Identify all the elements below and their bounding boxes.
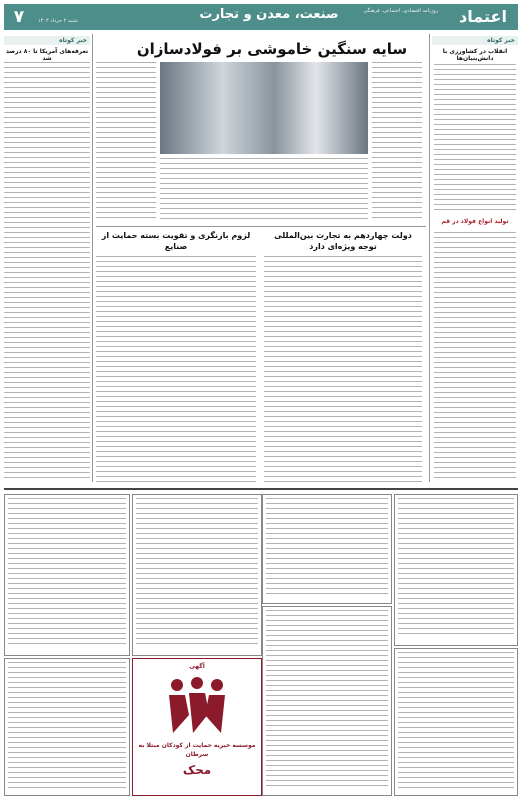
story3-body bbox=[96, 256, 256, 482]
left-news-body bbox=[4, 62, 90, 482]
horizontal-rule bbox=[96, 226, 426, 227]
charity-short-name: محک bbox=[182, 763, 212, 777]
newspaper-logo: اعتماد bbox=[459, 7, 507, 26]
right-news2-body bbox=[434, 232, 516, 482]
story2-body bbox=[264, 256, 422, 482]
header-tagline: روزنامه اقتصادی، اجتماعی، فرهنگی bbox=[363, 8, 438, 14]
charity-ad bbox=[132, 658, 262, 796]
legal-notice-1 bbox=[394, 494, 518, 646]
main-article-col1 bbox=[372, 62, 422, 222]
ad-label: آگهی bbox=[189, 663, 205, 670]
column-divider bbox=[429, 34, 430, 482]
ads-divider bbox=[4, 488, 518, 490]
left-news-title: تعرفه‌های آمریکا تا ۸۰ درصد شد bbox=[5, 48, 89, 62]
legal-notice-5 bbox=[262, 606, 392, 796]
right-news-body bbox=[434, 64, 516, 214]
charity-logo-icon bbox=[165, 675, 229, 735]
right-news2-title: تولید انواع فولاد در قم bbox=[441, 218, 509, 225]
main-article-col2 bbox=[160, 158, 368, 222]
right-news-title: انقلاب در کشاورزی با دانش‌بنیان‌ها bbox=[442, 48, 508, 62]
charity-name: موسسه خیریه حمایت از کودکان مبتلا به سرطان bbox=[138, 742, 256, 758]
page-number: ۷ bbox=[13, 7, 25, 27]
legal-notice-6 bbox=[394, 648, 518, 796]
header-date: شنبه ۲ خرداد ۱۴۰۳ bbox=[38, 18, 78, 24]
main-article-title: سایه سنگین خاموشی بر فولادسازان bbox=[136, 40, 408, 58]
steel-coils-photo bbox=[160, 62, 368, 154]
main-article-col3 bbox=[96, 62, 156, 222]
right-column-label: خبر کوتاه bbox=[432, 36, 518, 45]
page-header bbox=[4, 4, 518, 30]
section-title: صنعت، معدن و تجارت bbox=[199, 7, 339, 22]
legal-notice-4 bbox=[4, 494, 130, 656]
left-column-label: خبر کوتاه bbox=[4, 36, 90, 45]
story3-title: لزوم بازنگری و تقویت بسته حمایت از صنایع bbox=[101, 231, 251, 251]
legal-notice-2 bbox=[262, 494, 392, 604]
story2-title: دولت چهاردهم به تجارت بین‌المللی توجه ویژه‌ای دارد bbox=[274, 231, 412, 251]
column-divider bbox=[92, 34, 93, 482]
legal-notice-7 bbox=[4, 658, 130, 796]
legal-notice-3 bbox=[132, 494, 262, 656]
